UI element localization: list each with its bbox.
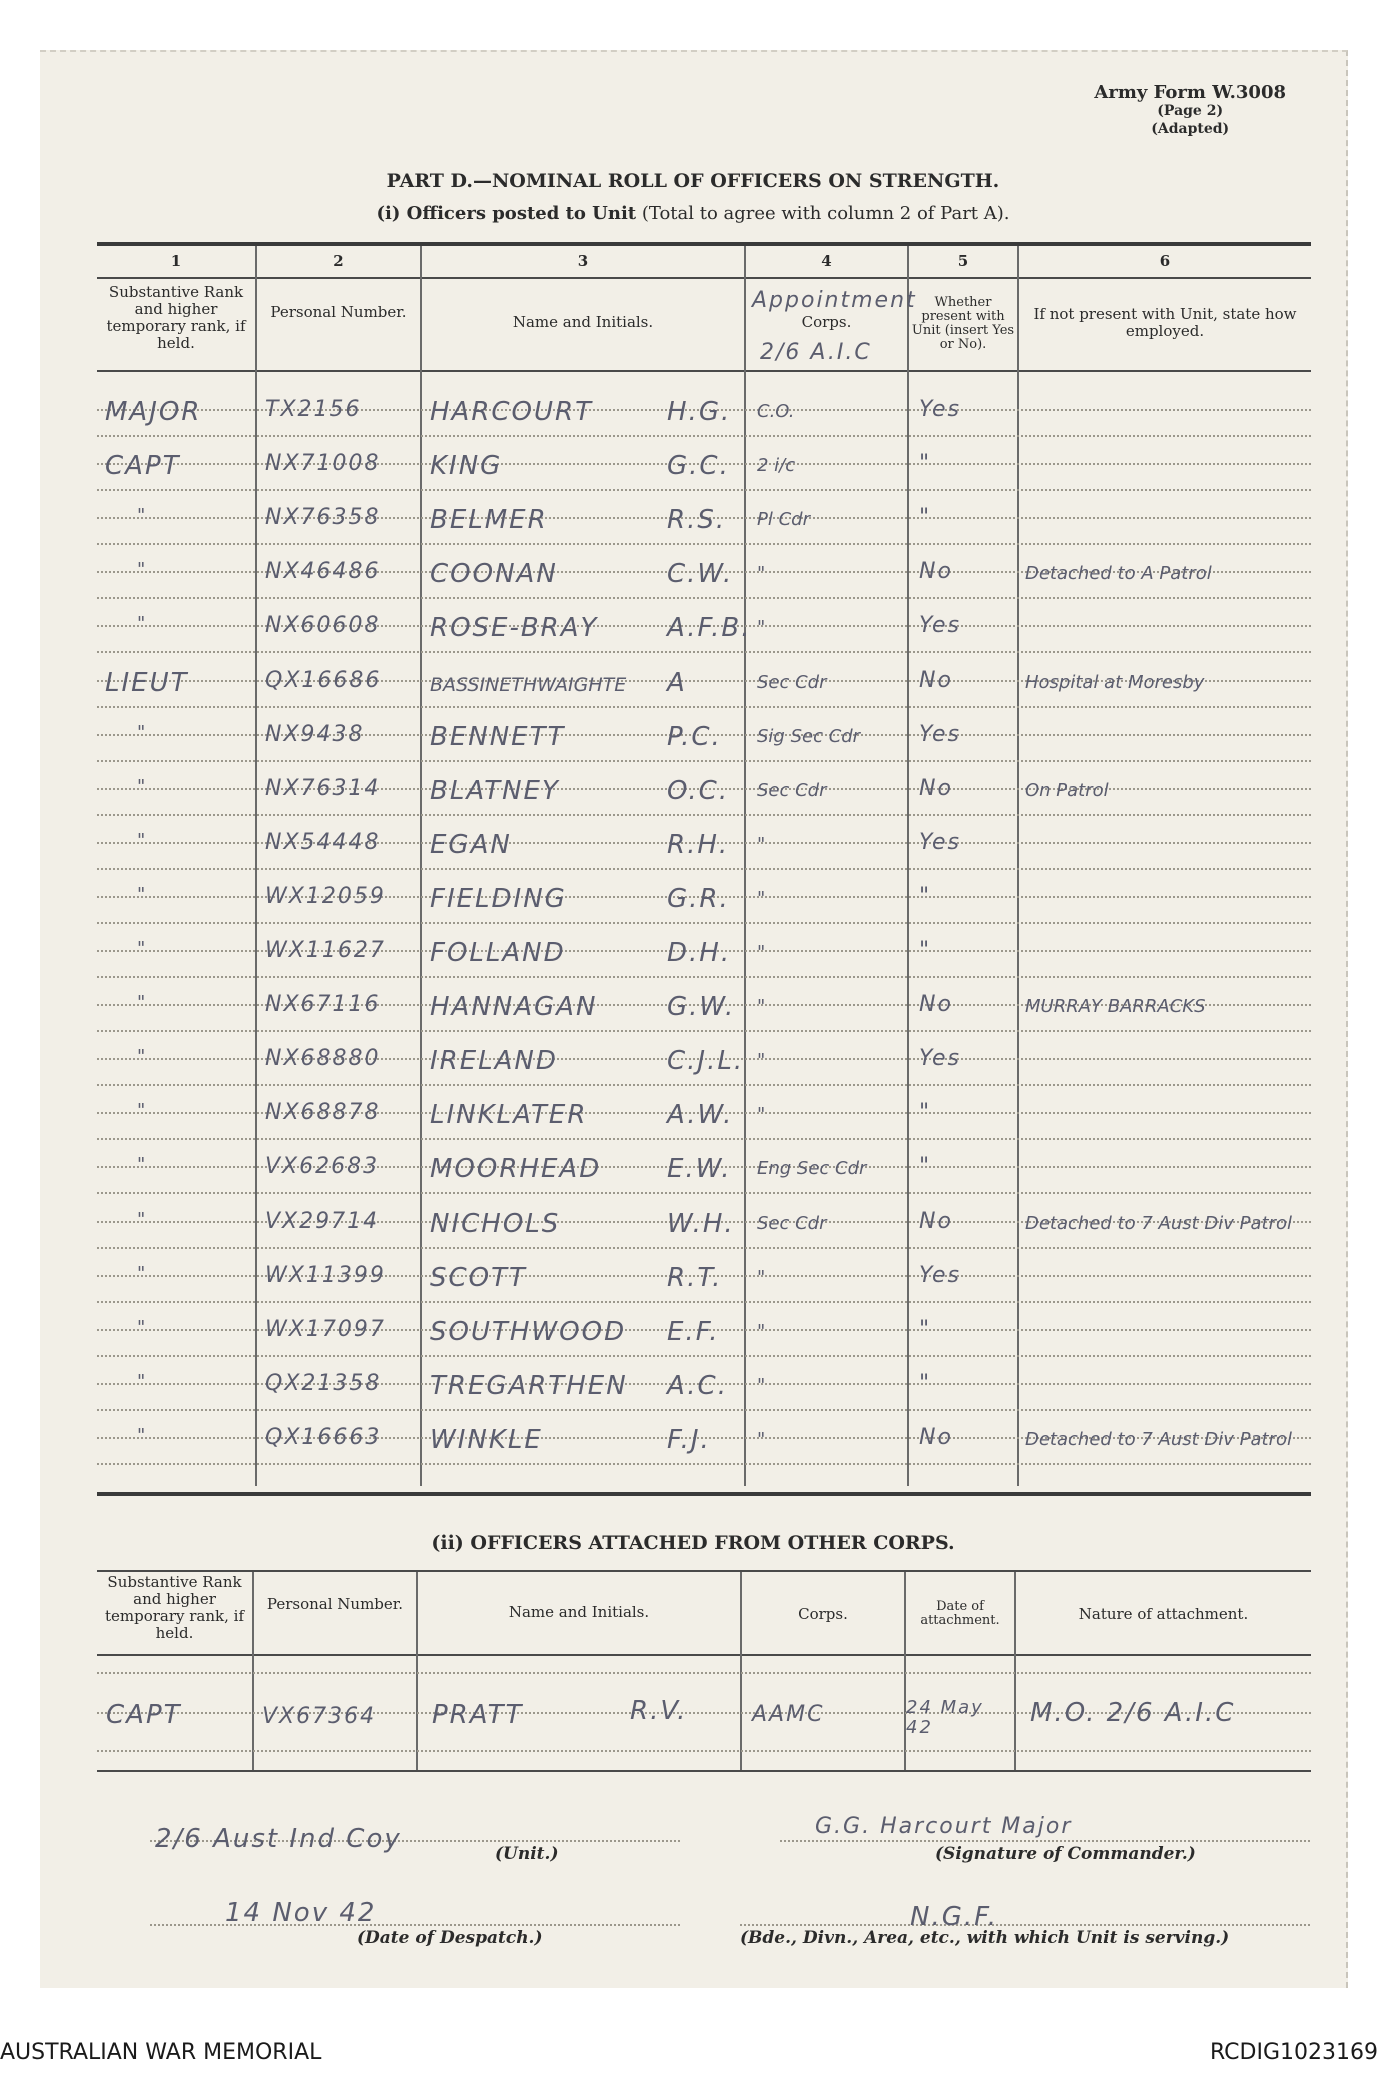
officer-initials: E.W.	[667, 1154, 732, 1185]
officer-initials: D.H.	[667, 938, 732, 968]
s2-header-corps: Corps.	[798, 1605, 848, 1623]
officer-present: "	[919, 938, 932, 963]
officer-corps: "	[757, 887, 766, 909]
officer-name: KING	[430, 451, 503, 482]
row-dotline	[97, 489, 1311, 491]
table-row	[97, 872, 1311, 926]
officer-number: NX67116	[265, 992, 381, 1018]
subtitle-bold: (i) Officers posted to Unit	[376, 203, 637, 224]
officer-corps: 2 i/c	[757, 455, 796, 477]
officer-initials: A.W.	[667, 1100, 734, 1131]
officer-present: No	[919, 1424, 953, 1450]
officer-corps: "	[757, 1374, 766, 1396]
table-row	[97, 439, 1311, 493]
s2-header-number: Personal Number.	[266, 1595, 404, 1613]
colnum-2: 2	[333, 252, 344, 270]
officer-present: Yes	[919, 397, 962, 422]
officer-rank: "	[137, 1208, 148, 1230]
section2-header-rule	[97, 1654, 1311, 1656]
officer-present: Yes	[919, 1046, 962, 1072]
header-present: Whether present with Unit (insert Yes or No).	[911, 295, 1015, 352]
officer-initials: R.H.	[667, 829, 730, 860]
header-name: Name and Initials.	[512, 313, 654, 331]
row-dotline	[97, 760, 1311, 762]
row-dotline	[97, 868, 1311, 870]
officer-number: WX11399	[265, 1262, 386, 1288]
officer-initials: R.S.	[667, 505, 727, 536]
officer-corps: Eng Sec Cdr	[757, 1158, 867, 1180]
section2-top-rule	[97, 1570, 1311, 1572]
officer-corps: "	[757, 942, 766, 963]
caption-right: RCDIG1023169	[1209, 2040, 1378, 2065]
header-number: Personal Number.	[270, 303, 407, 321]
table-row	[97, 1413, 1311, 1467]
s2-number: VX67364	[262, 1704, 377, 1729]
officer-employed: MURRAY BARRACKS	[1025, 996, 1206, 1018]
colnum-4: 4	[821, 252, 832, 270]
row-dotline	[97, 1030, 1311, 1032]
officer-rank: "	[137, 883, 148, 905]
officer-present: No	[919, 992, 953, 1018]
officer-initials: W.H.	[667, 1208, 735, 1239]
officer-rank: "	[137, 1046, 148, 1068]
officer-number: QX16686	[265, 667, 382, 693]
colnum-3: 3	[577, 252, 589, 270]
s2-dotline-1	[97, 1672, 1311, 1674]
bde-label: (Bde., Divn., Area, etc., with which Unit is serving.)	[740, 1928, 1230, 1948]
officer-number: QX16663	[265, 1424, 382, 1450]
officer-rank: "	[137, 1154, 148, 1176]
s2-initials: R.V.	[630, 1696, 688, 1726]
officer-corps: Sig Sec Cdr	[757, 725, 861, 747]
officer-corps: Pl Cdr	[757, 509, 810, 531]
officer-initials: A.C.	[667, 1370, 728, 1401]
officer-number: QX21358	[265, 1370, 382, 1396]
header-rank: Substantive Rank and higher temporary rank, if held.	[106, 283, 246, 352]
officer-corps: "	[757, 996, 766, 1018]
officer-initials: C.W.	[667, 559, 734, 590]
table-row	[97, 1088, 1311, 1142]
unit-label: (Unit.)	[495, 1844, 559, 1864]
officer-initials: G.C.	[667, 451, 730, 482]
officer-number: NX68880	[265, 1046, 381, 1072]
officer-corps: Sec Cdr	[757, 1212, 827, 1234]
table-row	[97, 1251, 1311, 1305]
officer-corps: "	[757, 1050, 766, 1072]
officer-initials: G.W.	[667, 992, 736, 1023]
unit-value: 2/6 Aust Ind Coy	[155, 1824, 402, 1854]
row-dotline	[97, 922, 1311, 924]
officer-rank: "	[137, 775, 148, 797]
officer-rank: MAJOR	[105, 397, 202, 427]
officer-rank: "	[137, 1262, 148, 1284]
subtitle-rest: (Total to agree with column 2 of Part A).	[636, 203, 1010, 224]
s2-rank: CAPT	[106, 1700, 182, 1730]
officer-corps: "	[757, 1104, 766, 1126]
section2-title: (ii) OFFICERS ATTACHED FROM OTHER CORPS.	[431, 1532, 955, 1554]
header-rule	[97, 370, 1311, 372]
s2-header-name: Name and Initials.	[508, 1603, 650, 1621]
table-row	[97, 818, 1311, 872]
officer-present: "	[919, 1316, 932, 1342]
page-title: PART D.—NOMINAL ROLL OF OFFICERS ON STRENGTH.	[386, 170, 1000, 192]
officer-present: Yes	[919, 613, 962, 639]
officer-rank: "	[137, 559, 148, 581]
header-corps-handwritten-2: 2/6 A.I.C	[760, 340, 872, 365]
row-dotline	[97, 1138, 1311, 1140]
officer-present: No	[919, 667, 953, 693]
row-dotline	[97, 1192, 1311, 1194]
officer-initials: R.T.	[667, 1262, 723, 1293]
officer-rank: "	[137, 721, 148, 743]
officer-name: COONAN	[430, 559, 558, 590]
officer-initials: G.R.	[667, 883, 730, 914]
officer-number: NX71008	[265, 451, 381, 477]
officer-corps: "	[757, 563, 766, 585]
officer-number: VX62683	[265, 1154, 380, 1180]
s2-name: PRATT	[432, 1700, 524, 1730]
officer-name: SCOTT	[430, 1262, 527, 1293]
officer-number: TX2156	[265, 397, 362, 422]
row-dotline	[97, 976, 1311, 978]
row-dotline	[97, 1084, 1311, 1086]
commander-dotline	[780, 1840, 1310, 1842]
officer-rank: "	[137, 992, 148, 1014]
officer-number: WX17097	[265, 1316, 386, 1342]
table-row	[97, 1359, 1311, 1413]
date-value: 14 Nov 42	[225, 1898, 377, 1928]
page-subtitle	[40, 203, 1346, 224]
officer-corps: Sec Cdr	[757, 671, 827, 693]
officer-name: BLATNEY	[430, 775, 560, 806]
officer-name: MOORHEAD	[430, 1154, 602, 1185]
document-sheet	[40, 50, 1348, 1988]
officer-name: FIELDING	[430, 883, 567, 914]
s2-col-divider-2	[416, 1572, 418, 1770]
officer-number: WX11627	[265, 938, 386, 963]
header-employed: If not present with Unit, state how employed.	[1033, 305, 1297, 340]
officer-corps: "	[757, 1320, 766, 1342]
section2-bottom-rule	[97, 1770, 1311, 1772]
s2-header-nature: Nature of attachment.	[1078, 1605, 1249, 1623]
officer-rank: "	[137, 938, 148, 959]
bde-dotline	[740, 1924, 1310, 1926]
officer-name: EGAN	[430, 829, 512, 860]
officer-name: NICHOLS	[430, 1208, 561, 1239]
officer-present: "	[919, 1154, 932, 1180]
bde-value: N.G.F.	[910, 1902, 998, 1932]
officer-number: NX9438	[265, 721, 365, 747]
officer-name: FOLLAND	[430, 938, 566, 968]
officer-number: WX12059	[265, 883, 386, 909]
row-dotline	[97, 1247, 1311, 1249]
officer-initials: O.C.	[667, 775, 730, 806]
officer-corps: "	[757, 1428, 766, 1450]
form-name: Army Form W.3008	[1094, 82, 1286, 103]
officer-present: "	[919, 1100, 932, 1126]
header-corps-handwritten: Appointment	[752, 288, 917, 313]
officer-corps: Sec Cdr	[757, 779, 827, 801]
s2-header-rank: Substantive Rank and higher temporary rank, if held.	[104, 1573, 245, 1642]
officer-name: WINKLE	[430, 1424, 543, 1455]
colnum-5: 5	[957, 252, 969, 270]
officer-present: Yes	[919, 829, 962, 855]
s2-col-divider-3	[740, 1572, 742, 1770]
officer-corps: "	[757, 1266, 766, 1288]
form-adapted: (Adapted)	[1151, 121, 1230, 137]
table-row	[97, 385, 1311, 439]
officer-employed: Hospital at Moresby	[1025, 671, 1205, 693]
officer-initials: H.G.	[667, 397, 732, 427]
row-dotline	[97, 597, 1311, 599]
date-label: (Date of Despatch.)	[357, 1928, 543, 1948]
row-dotline	[97, 1463, 1311, 1465]
colnum-6: 6	[1159, 252, 1171, 270]
officer-present: No	[919, 775, 953, 801]
s2-nature: M.O. 2/6 A.I.C	[1030, 1698, 1236, 1728]
officer-name: LINKLATER	[430, 1100, 588, 1131]
officer-number: NX68878	[265, 1100, 381, 1126]
colnum-1: 1	[170, 252, 182, 270]
caption-left: AUSTRALIAN WAR MEMORIAL	[0, 2040, 322, 2065]
s2-corps: AAMC	[752, 1702, 825, 1727]
officer-initials: F.J.	[667, 1424, 711, 1455]
table-row	[97, 656, 1311, 710]
table-row	[97, 764, 1311, 818]
officer-name: BELMER	[430, 505, 548, 536]
officer-present: Yes	[919, 721, 962, 747]
section1-bottom-rule	[97, 1492, 1311, 1496]
row-dotline	[97, 1301, 1311, 1303]
officer-number: NX76314	[265, 775, 381, 801]
officer-initials: C.J.L.	[667, 1046, 745, 1077]
officer-initials: P.C.	[667, 721, 722, 752]
officer-employed: Detached to A Patrol	[1025, 563, 1212, 585]
officer-present: "	[919, 505, 932, 531]
table-row	[97, 1305, 1311, 1359]
row-dotline	[97, 1409, 1311, 1411]
officer-number: NX60608	[265, 613, 381, 639]
officer-number: NX54448	[265, 829, 381, 855]
table-row	[97, 710, 1311, 764]
officer-corps: "	[757, 833, 766, 855]
row-dotline	[97, 651, 1311, 653]
officer-corps: C.O.	[757, 401, 795, 422]
officer-number: NX76358	[265, 505, 381, 531]
officer-rank: CAPT	[105, 451, 181, 482]
table-row	[97, 926, 1311, 980]
table-row	[97, 601, 1311, 655]
table-row	[97, 1034, 1311, 1088]
row-dotline	[97, 543, 1311, 545]
table-row	[97, 1197, 1311, 1251]
officer-present: No	[919, 1208, 953, 1234]
officer-name: IRELAND	[430, 1046, 558, 1077]
officer-present: "	[919, 883, 932, 909]
officer-initials: A	[667, 667, 687, 698]
form-page: (Page 2)	[1157, 103, 1224, 119]
row-dotline	[97, 814, 1311, 816]
officer-employed: Detached to 7 Aust Div Patrol	[1025, 1428, 1292, 1450]
officer-present: No	[919, 559, 953, 585]
officer-corps: "	[757, 617, 766, 639]
officer-rank: "	[137, 613, 148, 635]
table-top-rule	[97, 242, 1311, 246]
officer-present: Yes	[919, 1262, 962, 1288]
officer-rank: "	[137, 829, 148, 851]
table-row	[97, 980, 1311, 1034]
officer-rank: "	[137, 1370, 148, 1392]
officer-employed: On Patrol	[1025, 779, 1109, 801]
row-dotline	[97, 435, 1311, 437]
officer-present: "	[919, 451, 932, 477]
table-row	[97, 493, 1311, 547]
officer-present: "	[919, 1370, 932, 1396]
officer-rank: "	[137, 1316, 148, 1338]
form-number	[1094, 84, 1286, 138]
officer-initials: A.F.B.	[667, 613, 752, 644]
officer-name: HARCOURT	[430, 397, 593, 427]
officer-rank: "	[137, 1424, 148, 1446]
officer-name: TREGARTHEN	[430, 1370, 628, 1401]
officer-rank: "	[137, 1100, 148, 1122]
officer-name: ROSE-BRAY	[430, 613, 599, 644]
officer-employed: Detached to 7 Aust Div Patrol	[1025, 1212, 1292, 1234]
officer-rank: LIEUT	[105, 667, 189, 698]
s2-header-date: Date of attachment.	[920, 1599, 1000, 1628]
table-row	[97, 1142, 1311, 1196]
commander-value: G.G. Harcourt Major	[815, 1814, 1073, 1839]
officer-name: BASSINETHWAIGHTE	[430, 673, 627, 696]
s2-col-divider-5	[1014, 1572, 1016, 1770]
colnum-rule	[97, 277, 1311, 279]
row-dotline	[97, 706, 1311, 708]
s2-dotline-3	[97, 1750, 1311, 1752]
officer-initials: E.F.	[667, 1316, 720, 1347]
officer-rank: "	[137, 505, 148, 527]
officer-number: NX46486	[265, 559, 381, 585]
officer-number: VX29714	[265, 1208, 380, 1234]
s2-date: 24 May 42	[906, 1697, 984, 1738]
officer-name: HANNAGAN	[430, 992, 598, 1023]
officer-name: SOUTHWOOD	[430, 1316, 627, 1347]
table-row	[97, 547, 1311, 601]
row-dotline	[97, 1355, 1311, 1357]
header-corps: Corps.	[801, 313, 852, 331]
officer-name: BENNETT	[430, 721, 566, 752]
commander-label: (Signature of Commander.)	[935, 1844, 1196, 1864]
